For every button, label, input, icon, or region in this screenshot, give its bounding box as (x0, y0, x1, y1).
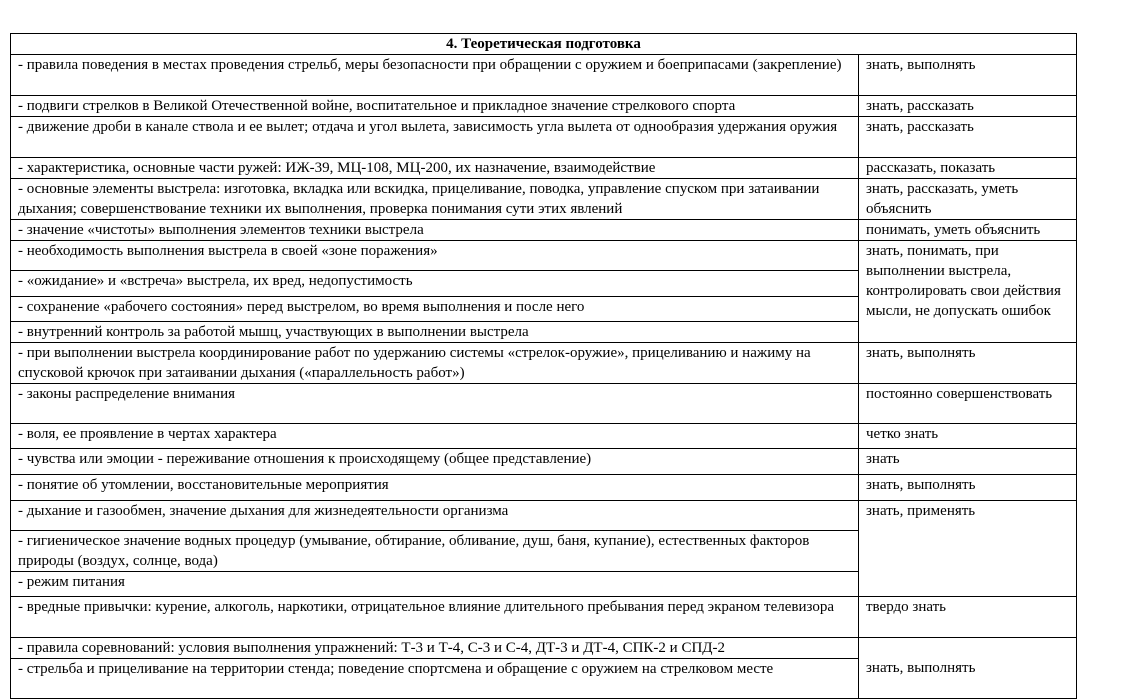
table-row (11, 241, 1077, 271)
requirement-cell: рассказать, показать (859, 158, 1077, 179)
requirement-cell: четко знать (859, 424, 1077, 449)
requirement-cell: знать, выполнять (859, 343, 1077, 384)
topic-cell: - вредные привычки: курение, алкоголь, наркотики, отрицательное влияние длительного пребывания перед экраном телевизора (11, 597, 859, 638)
table-header-row (11, 34, 1077, 55)
table-row (11, 343, 1077, 384)
requirement-cell: знать, рассказать (859, 117, 1077, 158)
topic-cell: - режим питания (11, 572, 859, 597)
topic-cell: - правила соревнований: условия выполнения упражнений: Т-3 и Т-4, С-3 и С-4, ДТ-3 и ДТ-4, СПК-2 и СПД-2 (11, 638, 859, 659)
topic-cell: - воля, ее проявление в чертах характера (11, 424, 859, 449)
requirement-cell: знать, рассказать, уметь объяснить (859, 179, 1077, 220)
table-row (11, 179, 1077, 220)
topic-cell: - движение дроби в канале ствола и ее вылет; отдача и угол вылета, зависимость угла вылета от однообразия удержания оружия (11, 117, 859, 158)
requirement-cell: твердо знать (859, 597, 1077, 638)
topic-cell: - характеристика, основные части ружей: ИЖ-39, МЦ-108, МЦ-200, их назначение, взаимодействие (11, 158, 859, 179)
topic-cell: - «ожидание» и «встреча» выстрела, их вред, недопустимость (11, 271, 859, 297)
requirement-cell: знать, выполнять (859, 475, 1077, 501)
topic-cell: - гигиеническое значение водных процедур (умывание, обтирание, обливание, душ, баня, купание), естественных факторов природы (воздух, солнце, вода) (11, 531, 859, 572)
topic-cell: - необходимость выполнения выстрела в своей «зоне поражения» (11, 241, 859, 271)
table-row (11, 501, 1077, 531)
table-row (11, 638, 1077, 659)
topic-cell: - основные элементы выстрела: изготовка, вкладка или вскидка, прицеливание, поводка, управление спуском при затаивании дыхания; совершенствование техники их выполнения, проверка понимания сути этих явлений (11, 179, 859, 220)
topic-cell: - внутренний контроль за работой мышц, участвующих в выполнении выстрела (11, 322, 859, 343)
table-row (11, 158, 1077, 179)
requirement-cell: знать, выполнять (859, 55, 1077, 96)
table-row (11, 55, 1077, 96)
requirement-cell: знать, выполнять (859, 638, 1077, 699)
table-row (11, 449, 1077, 475)
requirement-cell: знать (859, 449, 1077, 475)
training-table (10, 33, 1077, 699)
topic-cell: - дыхание и газообмен, значение дыхания для жизнедеятельности организма (11, 501, 859, 531)
topic-cell: - стрельба и прицеливание на территории стенда; поведение спортсмена и обращение с оружием на стрелковом месте (11, 659, 859, 699)
topic-cell: - понятие об утомлении, восстановительные мероприятия (11, 475, 859, 501)
requirement-cell: знать, применять (859, 501, 1077, 597)
topic-cell: - чувства или эмоции - переживание отношения к происходящему (общее представление) (11, 449, 859, 475)
topic-cell: - сохранение «рабочего состояния» перед выстрелом, во время выполнения и после него (11, 297, 859, 322)
requirement-cell: знать, рассказать (859, 96, 1077, 117)
table-row (11, 220, 1077, 241)
topic-cell: - значение «чистоты» выполнения элементов техники выстрела (11, 220, 859, 241)
requirement-cell: понимать, уметь объяснить (859, 220, 1077, 241)
table-row (11, 384, 1077, 424)
topic-cell: - законы распределение внимания (11, 384, 859, 424)
topic-cell: - подвиги стрелков в Великой Отечественной войне, воспитательное и прикладное значение стрелкового спорта (11, 96, 859, 117)
section-title: 4. Теоретическая подготовка (11, 34, 1077, 55)
requirement-cell: постоянно совершенствовать (859, 384, 1077, 424)
table-row (11, 475, 1077, 501)
table-row (11, 424, 1077, 449)
topic-cell: - при выполнении выстрела координирование работ по удержанию системы «стрелок-оружие», прицеливанию и нажиму на спусковой крючок при затаивании дыхания («параллельность работ») (11, 343, 859, 384)
table-row (11, 96, 1077, 117)
table-row (11, 597, 1077, 638)
requirement-cell: знать, понимать, при выполнении выстрела, контролировать свои действия мысли, не допускать ошибок (859, 241, 1077, 343)
table-row (11, 117, 1077, 158)
topic-cell: - правила поведения в местах проведения стрельб, меры безопасности при обращении с оружием и боеприпасами (закрепление) (11, 55, 859, 96)
